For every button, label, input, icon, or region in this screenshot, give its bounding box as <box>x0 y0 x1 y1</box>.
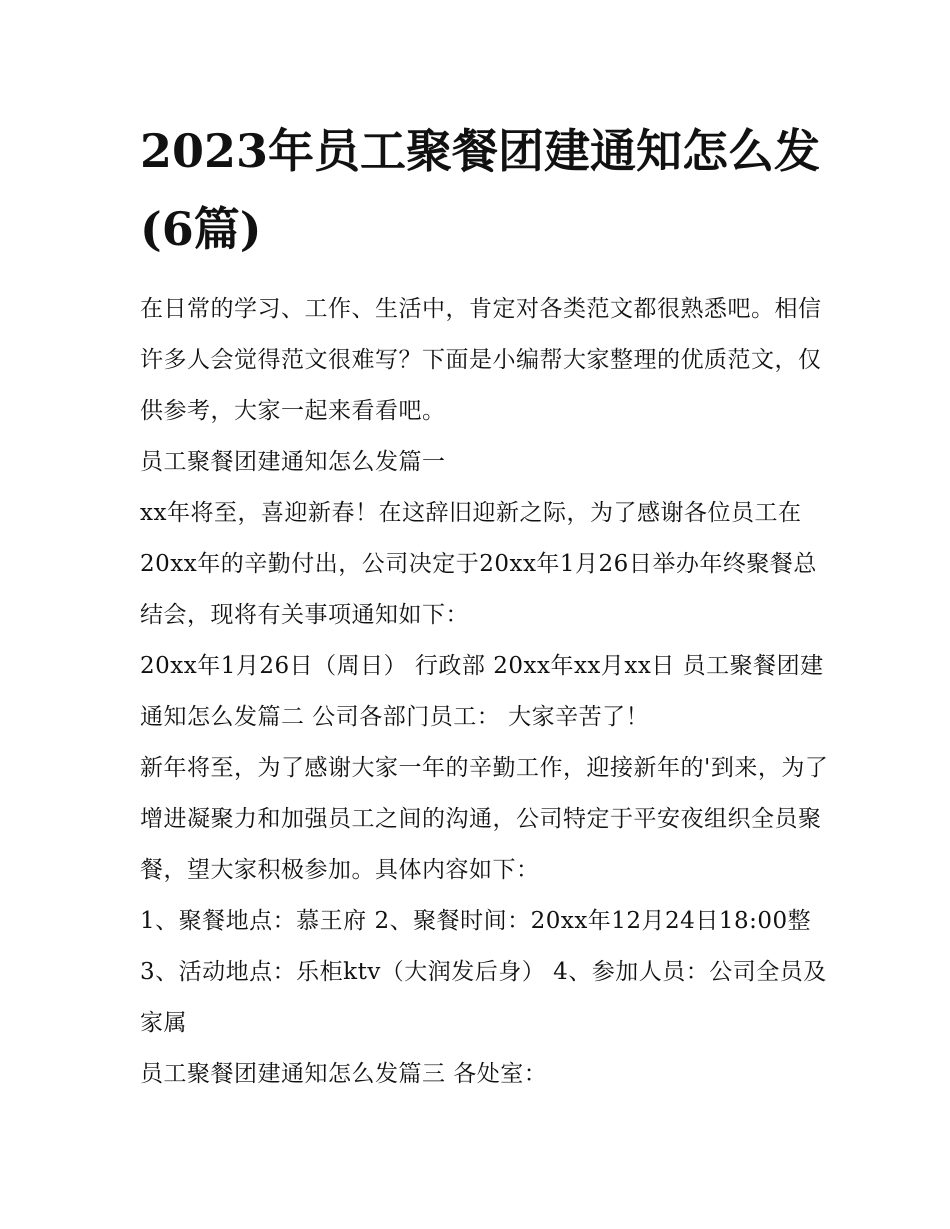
section-heading-3: 员工聚餐团建通知怎么发篇三 各处室： <box>140 1061 548 1087</box>
section-heading-1: 员工聚餐团建通知怎么发篇一 <box>140 449 446 475</box>
notice-paragraph-1: xx年将至，喜迎新春！在这辞旧迎新之际，为了感谢各位员工在20xx年的辛勤付出，公司决定于20xx年1月26日举办年终聚餐总结会，现将有关事项通知如下： <box>140 500 817 628</box>
event-details-paragraph: 1、聚餐地点：慕王府 2、聚餐时间：20xx年12月24日18:00整 3、活动地点：乐柜ktv（大润发后身） 4、参加人员：公司全员及家属 <box>140 908 827 1036</box>
notice-signature-paragraph: 20xx年1月26日（周日） 行政部 20xx年xx月xx日 员工聚餐团建通知怎么发篇二 公司各部门员工： 大家辛苦了！ <box>140 653 824 730</box>
intro-paragraph: 在日常的学习、工作、生活中，肯定对各类范文都很熟悉吧。相信许多人会觉得范文很难写？下面是小编帮大家整理的优质范文，仅供参考，大家一起来看看吧。 <box>140 296 822 424</box>
document-title: 2023年员工聚餐团建通知怎么发(6篇) <box>140 124 821 256</box>
document-page <box>140 112 830 1100</box>
notice-paragraph-2: 新年将至，为了感谢大家一年的辛勤工作，迎接新年的'到来，为了增进凝聚力和加强员工之间的沟通，公司特定于平安夜组织全员聚餐，望大家积极参加。具体内容如下： <box>140 755 829 883</box>
